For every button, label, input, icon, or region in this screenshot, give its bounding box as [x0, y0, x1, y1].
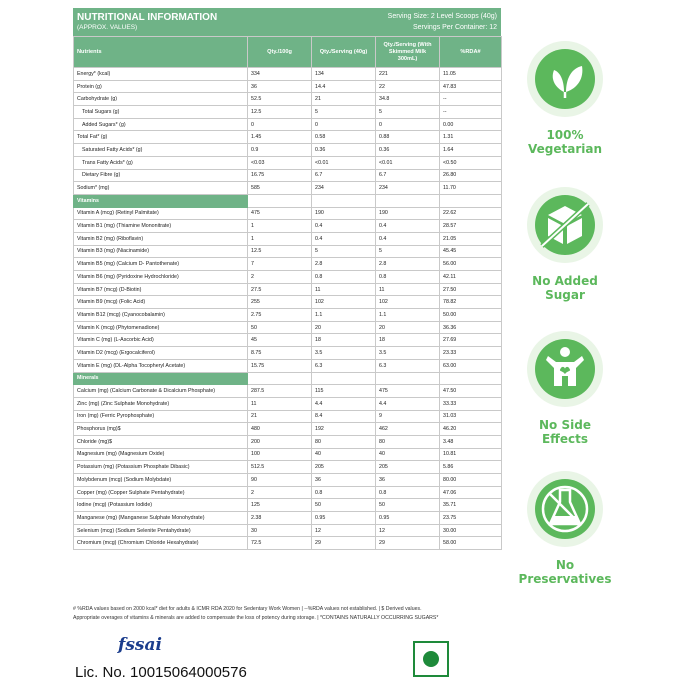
table-row — [74, 106, 502, 119]
nutrient-value: 512.5 — [248, 461, 312, 474]
table-row — [74, 144, 502, 157]
table-row — [74, 359, 502, 372]
table-row — [74, 410, 502, 423]
nutrient-value: 20 — [376, 321, 440, 334]
nutrient-name: Calcium (mg) (Calcium Carbonate & Dicalcium Phosphate) — [74, 385, 248, 398]
nutrient-name: Iron (mg) (Ferric Pyrophosphate) — [74, 410, 248, 423]
nutrient-value: 234 — [376, 182, 440, 195]
nutrient-value: 0.8 — [376, 486, 440, 499]
nutrient-value: 0.88 — [376, 131, 440, 144]
nutrient-name: Vitamin B9 (mcg) (Folic Acid) — [74, 296, 248, 309]
fssai-logo: fssai — [118, 635, 162, 655]
section-blank-cell — [312, 194, 376, 207]
nutrient-value: 31.03 — [440, 410, 502, 423]
nutrient-name: Manganese (mg) (Manganese Sulphate Monohydrate) — [74, 512, 248, 525]
table-row — [74, 68, 502, 81]
nutrient-value: 11.70 — [440, 182, 502, 195]
nutrient-value: 0.95 — [312, 512, 376, 525]
nutrition-table — [73, 36, 502, 550]
nutrient-value: 1.1 — [312, 309, 376, 322]
table-row — [74, 499, 502, 512]
nutrient-value: 462 — [376, 423, 440, 436]
nutrient-value: 50 — [312, 499, 376, 512]
nutrient-value: 0.9 — [248, 144, 312, 157]
table-row — [74, 474, 502, 487]
nutrient-value: 80 — [376, 435, 440, 448]
nutrient-value: 0.36 — [312, 144, 376, 157]
nutrient-value: 1.64 — [440, 144, 502, 157]
nutrient-value: 12 — [312, 524, 376, 537]
nutrient-value: 6.7 — [376, 169, 440, 182]
nutrient-value: 36 — [248, 80, 312, 93]
nutrient-value: 29 — [312, 537, 376, 550]
nutrient-name: Vitamin B7 (mcg) (D-Biotin) — [74, 283, 248, 296]
nutrient-value: 29 — [376, 537, 440, 550]
nutrient-value: 2 — [248, 271, 312, 284]
nutrient-value: 21 — [248, 410, 312, 423]
nutrient-value: 0.4 — [376, 232, 440, 245]
nutrient-name: Phosphorus (mg)$ — [74, 423, 248, 436]
sugar-cube-icon — [526, 186, 604, 264]
nutrient-value: 0.95 — [376, 512, 440, 525]
table-row — [74, 385, 502, 398]
col-qty-serving-milk: Qty./Serving (With Skimmed Milk 300mL) — [376, 37, 440, 68]
nutrient-value: 2 — [248, 486, 312, 499]
table-row — [74, 309, 502, 322]
nutrient-value: 42.11 — [440, 271, 502, 284]
nutrient-value: 102 — [376, 296, 440, 309]
nutrient-value: 0.36 — [376, 144, 440, 157]
nutrient-value: 205 — [312, 461, 376, 474]
nutrient-value: 190 — [312, 207, 376, 220]
nutrient-value: 2.38 — [248, 512, 312, 525]
feature-label: No Preservatives — [518, 558, 612, 586]
nutrient-name: Protein (g) — [74, 80, 248, 93]
nutrient-value: 18 — [312, 334, 376, 347]
nutrient-value: 8.4 — [312, 410, 376, 423]
serving-size: Serving Size: 2 Level Scoops (40g) — [387, 13, 497, 20]
nutrient-value: 80.00 — [440, 474, 502, 487]
section-blank-cell — [248, 372, 312, 385]
nutrient-name: Vitamin D2 (mcg) (Ergocalciferol) — [74, 347, 248, 360]
nutrient-value: <0.03 — [248, 156, 312, 169]
nutrient-value: 0.58 — [312, 131, 376, 144]
nutrient-value: 1.45 — [248, 131, 312, 144]
nutrient-value: 50.00 — [440, 309, 502, 322]
nutrient-value: 78.82 — [440, 296, 502, 309]
feature-label: No Side Effects — [539, 418, 591, 446]
nutrient-value: 23.33 — [440, 347, 502, 360]
nutrient-name: Vitamin B3 (mg) (Niacinamide) — [74, 245, 248, 258]
table-row — [74, 245, 502, 258]
feature-label: 100% Vegetarian — [527, 128, 602, 156]
nutrient-name: Total Sugars (g) — [74, 106, 248, 119]
col-qty-serving: Qty./Serving (40g) — [312, 37, 376, 68]
nutrient-value: 0 — [312, 118, 376, 131]
nutrient-value: 36.36 — [440, 321, 502, 334]
nutrient-value: 0.4 — [376, 220, 440, 233]
nutrient-value: 23.75 — [440, 512, 502, 525]
nutrient-value: 12.5 — [248, 106, 312, 119]
table-row — [74, 397, 502, 410]
nutrient-value: 26.80 — [440, 169, 502, 182]
nutrient-value: 12 — [376, 524, 440, 537]
table-row — [74, 131, 502, 144]
nutrient-value: 115 — [312, 385, 376, 398]
nutrient-name: Zinc (mg) (Zinc Sulphate Monohydrate) — [74, 397, 248, 410]
nutrient-value: 287.5 — [248, 385, 312, 398]
nutrient-value: 5 — [312, 106, 376, 119]
nutrient-value: 5 — [312, 245, 376, 258]
nutrient-value: 334 — [248, 68, 312, 81]
table-row — [74, 156, 502, 169]
table-row — [74, 118, 502, 131]
section-label: Minerals — [74, 372, 248, 385]
nutrient-name: Saturated Fatty Acids* (g) — [74, 144, 248, 157]
servings-per-container: Servings Per Container: 12 — [412, 24, 497, 31]
nutrient-value: 16.75 — [248, 169, 312, 182]
nutrient-value: 7 — [248, 258, 312, 271]
nutrient-value: 2.8 — [312, 258, 376, 271]
nutrient-name: Vitamin B6 (mg) (Pyridoxine Hydrochloride) — [74, 271, 248, 284]
table-row — [74, 321, 502, 334]
nutrient-value: 0.4 — [312, 232, 376, 245]
nutrient-value: 2.75 — [248, 309, 312, 322]
nutrient-value: 221 — [376, 68, 440, 81]
nutrient-value: 34.8 — [376, 93, 440, 106]
nutrient-value: 0.4 — [312, 220, 376, 233]
nutrient-value: 0.8 — [312, 486, 376, 499]
nutrient-value: 5 — [376, 245, 440, 258]
nutrient-name: Vitamin K (mcg) (Phytomenadione) — [74, 321, 248, 334]
table-row — [74, 207, 502, 220]
nutrient-value: 50 — [248, 321, 312, 334]
nutrition-table-body — [74, 68, 502, 550]
section-blank-cell — [440, 194, 502, 207]
nutrient-value: -- — [440, 106, 502, 119]
nutrient-name: Potassium (mg) (Potassium Phosphate Dibasic) — [74, 461, 248, 474]
nutrient-value: 1 — [248, 220, 312, 233]
nutrient-value: 20 — [312, 321, 376, 334]
nutrient-name: Sodium* (mg) — [74, 182, 248, 195]
section-blank-cell — [312, 372, 376, 385]
nutrient-value: 21.05 — [440, 232, 502, 245]
nutrient-value: 27.69 — [440, 334, 502, 347]
nutrient-value: 2.8 — [376, 258, 440, 271]
table-row — [74, 347, 502, 360]
nutrient-value: 255 — [248, 296, 312, 309]
table-row — [74, 296, 502, 309]
nutrient-value: 0.8 — [312, 271, 376, 284]
nutrient-value: <0.01 — [376, 156, 440, 169]
nutrient-name: Chromium (mcg) (Chromium Chloride Hexahydrate) — [74, 537, 248, 550]
nutrient-value: 1.1 — [376, 309, 440, 322]
nutrient-value: 1.31 — [440, 131, 502, 144]
nutrient-value: 11.05 — [440, 68, 502, 81]
table-row — [74, 524, 502, 537]
section-row — [74, 194, 502, 207]
table-row — [74, 220, 502, 233]
veg-dot — [423, 651, 439, 667]
nutrient-value: 6.7 — [312, 169, 376, 182]
nutrient-value: 15.75 — [248, 359, 312, 372]
nutrient-value: 14.4 — [312, 80, 376, 93]
footnote-rda: # %RDA values based on 2000 kcal* diet for adults & ICMR RDA 2020 for Sedentary Work Women | --%RDA values not established. | $ Derived values. — [73, 606, 422, 612]
nutrient-value: <0.50 — [440, 156, 502, 169]
nutrient-name: Energy* (kcal) — [74, 68, 248, 81]
leaf-icon — [526, 40, 604, 118]
nutrient-value: 30.00 — [440, 524, 502, 537]
table-row — [74, 232, 502, 245]
table-row — [74, 435, 502, 448]
nutrient-value: 4.4 — [376, 397, 440, 410]
table-row — [74, 80, 502, 93]
nutrition-subtitle: (APPROX. VALUES) — [77, 24, 138, 31]
nutrient-name: Vitamin B2 (mg) (Riboflavin) — [74, 232, 248, 245]
nutrient-value: 40 — [376, 448, 440, 461]
nutrient-value: 5 — [376, 106, 440, 119]
nutrient-value: 52.5 — [248, 93, 312, 106]
nutrient-value: 58.00 — [440, 537, 502, 550]
nutrient-name: Vitamin B5 (mg) (Calcium D- Pantothenate) — [74, 258, 248, 271]
nutrient-value: 480 — [248, 423, 312, 436]
nutrient-value: 33.33 — [440, 397, 502, 410]
feature-no-added-sugar — [516, 186, 614, 302]
nutrient-value: 134 — [312, 68, 376, 81]
nutrient-value: 50 — [376, 499, 440, 512]
nutrient-name: Selenium (mcg) (Sodium Selenite Pentahydrate) — [74, 524, 248, 537]
nutrient-value: 5.86 — [440, 461, 502, 474]
nutrient-value: 3.5 — [376, 347, 440, 360]
section-blank-cell — [440, 372, 502, 385]
nutrient-value: 27.50 — [440, 283, 502, 296]
nutrient-value: 12.5 — [248, 245, 312, 258]
nutrient-value: 47.06 — [440, 486, 502, 499]
table-row — [74, 423, 502, 436]
nutrient-value: 200 — [248, 435, 312, 448]
feature-no-side-effects — [516, 330, 614, 446]
nutrient-value: 585 — [248, 182, 312, 195]
section-blank-cell — [376, 372, 440, 385]
nutrient-value: 11 — [248, 397, 312, 410]
nutrient-name: Vitamin A (mcg) (Retinyl Palmitate) — [74, 207, 248, 220]
nutrient-name: Molybdenum (mcg) (Sodium Molybdate) — [74, 474, 248, 487]
table-row — [74, 258, 502, 271]
nutrient-value: 0 — [376, 118, 440, 131]
nutrient-value: 35.71 — [440, 499, 502, 512]
license-number: Lic. No. 10015064000576 — [75, 664, 247, 681]
nutrient-value: 475 — [248, 207, 312, 220]
nutrient-name: Vitamin C (mg) (L-Ascorbic Acid) — [74, 334, 248, 347]
table-header-row — [74, 37, 502, 68]
table-row — [74, 283, 502, 296]
nutrient-value: 475 — [376, 385, 440, 398]
footnotes — [73, 605, 503, 623]
nutrition-panel — [73, 8, 501, 550]
nutrient-value: 30 — [248, 524, 312, 537]
nutrient-value: 47.50 — [440, 385, 502, 398]
nutrient-value: 90 — [248, 474, 312, 487]
nutrient-value: 56.00 — [440, 258, 502, 271]
nutrient-name: Vitamin B1 (mg) (Thiamine Mononitrate) — [74, 220, 248, 233]
nutrient-value: 22.62 — [440, 207, 502, 220]
nutrient-value: 18 — [376, 334, 440, 347]
person-heart-icon — [526, 330, 604, 408]
footnote-overages: Appropriate overages of vitamins & minerals are added to compensate the loss of potency during storage. | *CONTAINS NATURALLY OCCURRING SUGARS* — [73, 615, 439, 621]
nutrient-value: 205 — [376, 461, 440, 474]
feature-label: No Added Sugar — [532, 274, 598, 302]
nutrient-value: 100 — [248, 448, 312, 461]
col-rda: %RDA# — [440, 37, 502, 68]
nutrient-value: -- — [440, 93, 502, 106]
nutrient-value: 10.81 — [440, 448, 502, 461]
feature-no-preservatives — [516, 470, 614, 586]
section-blank-cell — [376, 194, 440, 207]
feature-vegetarian — [516, 40, 614, 156]
table-row — [74, 537, 502, 550]
nutrient-value: 192 — [312, 423, 376, 436]
section-label: Vitamins — [74, 194, 248, 207]
nutrient-name: Iodine (mcg) (Potassium Iodide) — [74, 499, 248, 512]
nutrient-name: Added Sugars* (g) — [74, 118, 248, 131]
nutrient-name: Chloride (mg)$ — [74, 435, 248, 448]
no-flask-icon — [526, 470, 604, 548]
nutrient-value: 11 — [312, 283, 376, 296]
nutrient-value: 0 — [248, 118, 312, 131]
table-row — [74, 512, 502, 525]
nutrient-name: Trans Fatty Acids* (g) — [74, 156, 248, 169]
nutrient-value: 3.48 — [440, 435, 502, 448]
nutrient-value: 63.00 — [440, 359, 502, 372]
nutrient-name: Total Fat* (g) — [74, 131, 248, 144]
nutrient-value: 28.57 — [440, 220, 502, 233]
section-blank-cell — [248, 194, 312, 207]
nutrient-value: 1 — [248, 232, 312, 245]
nutrient-name: Copper (mg) (Copper Sulphate Pentahydrate) — [74, 486, 248, 499]
nutrient-name: Vitamin E (mg) (DL-Alpha Tocopheryl Acetate) — [74, 359, 248, 372]
nutrient-value: 234 — [312, 182, 376, 195]
nutrient-value: 45.45 — [440, 245, 502, 258]
table-row — [74, 169, 502, 182]
nutrient-name: Dietary Fibre (g) — [74, 169, 248, 182]
nutrient-value: 11 — [376, 283, 440, 296]
table-row — [74, 334, 502, 347]
table-row — [74, 461, 502, 474]
nutrient-value: 40 — [312, 448, 376, 461]
nutrition-title: NUTRITIONAL INFORMATION — [77, 12, 218, 23]
nutrient-value: 72.5 — [248, 537, 312, 550]
nutrient-name: Vitamin B12 (mcg) (Cyanocobalamin) — [74, 309, 248, 322]
nutrient-value: 21 — [312, 93, 376, 106]
nutrient-value: 22 — [376, 80, 440, 93]
table-row — [74, 182, 502, 195]
veg-mark-icon — [413, 641, 449, 677]
nutrient-value: 9 — [376, 410, 440, 423]
nutrient-value: 6.3 — [312, 359, 376, 372]
nutrient-value: 45 — [248, 334, 312, 347]
nutrient-value: 102 — [312, 296, 376, 309]
nutrient-value: <0.01 — [312, 156, 376, 169]
nutrient-value: 46.20 — [440, 423, 502, 436]
table-row — [74, 271, 502, 284]
nutrient-name: Carbohydrate (g) — [74, 93, 248, 106]
section-row — [74, 372, 502, 385]
nutrition-header — [73, 8, 501, 36]
nutrient-value: 36 — [312, 474, 376, 487]
nutrient-value: 0.8 — [376, 271, 440, 284]
nutrient-value: 8.75 — [248, 347, 312, 360]
nutrient-value: 36 — [376, 474, 440, 487]
nutrient-value: 190 — [376, 207, 440, 220]
col-nutrients: Nutrients — [74, 37, 248, 68]
table-row — [74, 93, 502, 106]
table-row — [74, 486, 502, 499]
nutrient-value: 3.5 — [312, 347, 376, 360]
nutrient-value: 125 — [248, 499, 312, 512]
table-row — [74, 448, 502, 461]
nutrient-value: 47.83 — [440, 80, 502, 93]
col-qty-100g: Qty./100g — [248, 37, 312, 68]
nutrient-value: 80 — [312, 435, 376, 448]
nutrient-value: 27.5 — [248, 283, 312, 296]
nutrient-value: 6.3 — [376, 359, 440, 372]
nutrient-value: 0.00 — [440, 118, 502, 131]
nutrient-value: 4.4 — [312, 397, 376, 410]
nutrient-name: Magnesium (mg) (Magnesium Oxide) — [74, 448, 248, 461]
